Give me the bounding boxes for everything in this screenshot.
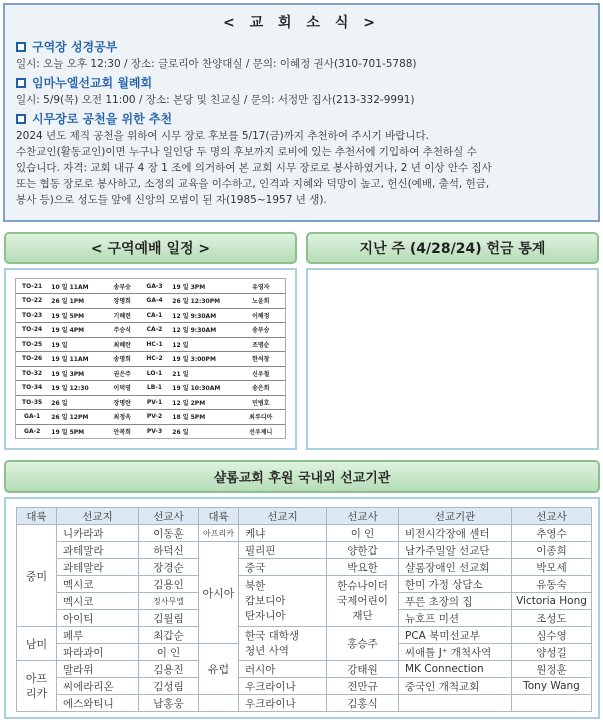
schedule-row — [16, 366, 285, 381]
schedule-panel — [4, 268, 297, 450]
meeting-time: 12 일 9:30AM — [169, 308, 236, 323]
col-header-continent: 대륙 — [17, 508, 57, 525]
announcement-item — [16, 39, 590, 72]
district-code: GA-2 — [24, 428, 41, 435]
mission-organization: 씨애틀 J⁺ 개척사역 — [399, 644, 512, 661]
host-name: 최루디아 — [237, 410, 285, 425]
host-name: 권은주 — [105, 366, 140, 381]
announcement-text: 일시: 오늘 오후 12:30 / 장소: 글로리아 찬양대실 / 문의: 이혜정 권사(310-701-5788) — [16, 58, 417, 70]
col-header-missionary: 선교사 — [139, 508, 199, 525]
mission-field: 에스와티니 — [57, 695, 139, 712]
district-code: CA-1 — [140, 308, 170, 323]
region-africa-2: 아프리카 — [17, 661, 57, 712]
table-row — [17, 661, 592, 678]
empty-cell — [199, 695, 239, 712]
table-row — [17, 695, 592, 712]
schedule-table — [16, 279, 285, 439]
missionary-name: 박모세 — [512, 559, 592, 576]
mission-field: 우크라이나 — [239, 678, 327, 695]
schedule-row — [16, 337, 285, 352]
announcement-heading: 구역장 성경공부 — [32, 40, 118, 54]
mission-organization: 비전시각장애 센터 — [399, 525, 512, 542]
schedule-row — [16, 424, 285, 439]
meeting-time: 26 일 1PM — [48, 294, 104, 309]
col-header-missionary: 선교사 — [512, 508, 592, 525]
host-name: 최정옥 — [105, 410, 140, 425]
host-name: 송부승 — [105, 279, 140, 294]
district-code: TO-22 — [16, 294, 48, 309]
meeting-time: 19 일 12:30 — [48, 381, 104, 396]
meeting-time: 26 일 — [48, 395, 104, 410]
meeting-time: 12 일 2PM — [169, 395, 236, 410]
col-header-field: 선교지 — [57, 508, 139, 525]
missionary-name: 김월림 — [139, 610, 199, 627]
missionary-name: 조성도 — [512, 610, 592, 627]
mission-organization: 샬롬장애인 선교회 — [399, 559, 512, 576]
district-code: GA-1 — [16, 410, 48, 425]
district-code: HC-2 — [140, 352, 170, 367]
district-code: TO-26 — [16, 352, 48, 367]
missionary-name: Victoria Hong — [512, 593, 592, 610]
missionary-name — [512, 695, 592, 712]
mission-field: 과테말라 — [57, 542, 139, 559]
mission-field: 페루 — [57, 627, 139, 644]
missions-panel — [4, 497, 600, 719]
host-name: 선우제니 — [249, 429, 273, 436]
schedule-row — [16, 294, 285, 309]
mission-field: 니카라과 — [57, 525, 139, 542]
mission-field: 멕시코 — [57, 593, 139, 610]
missionary-name: 장경순 — [139, 559, 199, 576]
mission-field: 러시아 — [239, 661, 327, 678]
host-name: 송부승 — [237, 323, 285, 338]
schedule-row — [16, 381, 285, 396]
host-name: 송은희 — [237, 381, 285, 396]
host-name: 조명순 — [237, 337, 285, 352]
district-code: LO-1 — [140, 366, 170, 381]
region-south-america: 남미 — [17, 627, 57, 661]
host-name: 신우철 — [237, 366, 285, 381]
schedule-row — [16, 410, 285, 425]
host-name: 이혜정 — [237, 308, 285, 323]
announcement-text: 있습니다. 자격: 교회 내규 4 장 1 조에 의거하여 본 교회 시무 장로로 봉사하였거나, 2 년 이상 안수 집사 — [16, 162, 492, 174]
mission-organization — [399, 695, 512, 712]
district-code: GA-3 — [140, 279, 170, 294]
announcement-heading: 임마누엘선교회 월례회 — [32, 76, 153, 90]
missionary-name: 이종희 — [512, 542, 592, 559]
table-row — [17, 525, 592, 542]
missions-table — [16, 507, 592, 712]
table-row — [17, 627, 592, 644]
missionary-name: 박요한 — [327, 559, 399, 576]
host-name: 안복희 — [113, 429, 131, 436]
host-name: 장명희 — [105, 294, 140, 309]
missionary-name: 최갑순 — [139, 627, 199, 644]
mission-field: 파라과이 — [57, 644, 139, 661]
missionary-name: 전만규 — [327, 678, 399, 695]
mission-field: 말라위 — [57, 661, 139, 678]
host-name: 장명란 — [105, 395, 140, 410]
meeting-time: 19 일 4PM — [48, 323, 104, 338]
host-name: 주승식 — [105, 323, 140, 338]
district-code: HC-1 — [140, 337, 170, 352]
mission-field: 과테말라 — [57, 559, 139, 576]
district-code: PV-2 — [140, 410, 170, 425]
missionary-name: 김용인 — [139, 576, 199, 593]
missionary-name: 양한갑 — [327, 542, 399, 559]
meeting-time: 26 일 — [172, 429, 189, 436]
missionary-name: 유동숙 — [512, 576, 592, 593]
table-row — [17, 576, 592, 593]
schedule-row — [16, 308, 285, 323]
host-name: 민병호 — [237, 395, 285, 410]
district-code: TO-25 — [16, 337, 48, 352]
announcement-item — [16, 111, 590, 208]
district-code: PV-1 — [140, 395, 170, 410]
table-row — [17, 542, 592, 559]
host-name: 최혜란 — [105, 337, 140, 352]
missionary-name: 심수영 — [512, 627, 592, 644]
district-code: TO-35 — [16, 395, 48, 410]
schedule-header: < 구역예배 일정 > — [4, 232, 297, 264]
missionary-name: 홍승주 — [327, 627, 399, 661]
mission-field: 중국 — [239, 559, 327, 576]
schedule-row — [16, 279, 285, 294]
schedule-row — [16, 395, 285, 410]
district-code: TO-34 — [16, 381, 48, 396]
meeting-time: 19 일 5PM — [48, 308, 104, 323]
missionary-name: 원정훈 — [512, 661, 592, 678]
mission-organization: MK Connection — [399, 661, 512, 678]
district-code: PV-3 — [146, 428, 163, 435]
region-central-america: 중미 — [17, 525, 57, 627]
meeting-time: 21 일 — [169, 366, 236, 381]
district-code: LB-1 — [140, 381, 170, 396]
checkbox-icon — [16, 114, 26, 124]
church-news-panel — [3, 3, 600, 222]
meeting-time: 12 일 — [169, 337, 236, 352]
col-header-continent: 대륙 — [199, 508, 239, 525]
schedule-row — [16, 323, 285, 338]
meeting-time: 19 일 — [48, 337, 104, 352]
mission-organization: 중국인 개척교회 — [399, 678, 512, 695]
missionary-name: 정사무엘 — [139, 593, 199, 610]
missionary-name: 추영수 — [512, 525, 592, 542]
church-news-title: < 교 회 소 식 > — [223, 15, 380, 31]
meeting-time: 19 일 3PM — [48, 366, 104, 381]
host-name: 유영자 — [237, 279, 285, 294]
district-code: TO-32 — [16, 366, 48, 381]
mission-organization: PCA 북미선교부 — [399, 627, 512, 644]
missions-header-row — [17, 508, 592, 525]
announcement-text: 또는 협동 장로로 봉사하고, 소정의 교육을 이수하고, 인격과 지혜와 덕망이 높고, 헌신(예배, 출석, 헌금, — [16, 178, 490, 190]
missionary-name: 김홍식 — [327, 695, 399, 712]
meeting-time: 18 일 5PM — [169, 410, 236, 425]
host-name: 이덕영 — [105, 381, 140, 396]
col-header-missionary: 선교사 — [327, 508, 399, 525]
mission-field-multi: 북한 캄보디아 탄자니아 — [239, 576, 327, 627]
announcement-text: 봉사 등)으로 성도들 앞에 신앙의 모범이 된 자(1985~1957 년 생). — [16, 194, 327, 206]
announcement-heading: 시무장로 공천을 위한 추천 — [32, 112, 173, 126]
mission-field: 아이티 — [57, 610, 139, 627]
announcement-text: 2024 년도 제직 공천을 위하여 시무 장로 후보를 5/17(금)까지 추천하여 주시기 바랍니다. — [16, 130, 429, 142]
meeting-time: 19 일 3:00PM — [169, 352, 236, 367]
table-row — [17, 678, 592, 695]
announcement-text: 일시: 5/9(목) 오전 11:00 / 장소: 본당 및 친교실 / 문의: 서정만 집사(213-332-9991) — [16, 94, 415, 106]
district-code: CA-2 — [140, 323, 170, 338]
meeting-time: 19 일 11AM — [48, 352, 104, 367]
district-code: TO-21 — [16, 279, 48, 294]
schedule-table-frame — [15, 278, 286, 439]
mission-organization: 뉴호프 미션 — [399, 610, 512, 627]
checkbox-icon — [16, 78, 26, 88]
missionary-name: 하덕신 — [139, 542, 199, 559]
announcement-item — [16, 75, 590, 108]
schedule-row — [16, 352, 285, 367]
host-name: 송명희 — [105, 352, 140, 367]
table-row — [17, 559, 592, 576]
mission-organization: 푸른 초장의 집 — [399, 593, 512, 610]
missionary-name-multi: 한슈나이더 국제어린이 재단 — [327, 576, 399, 627]
region-africa: 아프리카 — [199, 525, 239, 542]
checkbox-icon — [16, 42, 26, 52]
region-europe: 유럽 — [199, 644, 239, 695]
meeting-time: 19 일 10:30AM — [169, 381, 236, 396]
host-name: 한석창 — [237, 352, 285, 367]
missionary-name: 이동훈 — [139, 525, 199, 542]
missionary-name: 강태원 — [327, 661, 399, 678]
missionary-name: 남홍웅 — [139, 695, 199, 712]
meeting-time: 26 일 12:30PM — [169, 294, 236, 309]
offering-stats-header: 지난 주 (4/28/24) 헌금 통계 — [306, 232, 599, 264]
district-code: GA-4 — [140, 294, 170, 309]
meeting-time: 10 일 11AM — [48, 279, 104, 294]
mission-field: 필리핀 — [239, 542, 327, 559]
host-name: 기혜련 — [105, 308, 140, 323]
mission-field: 씨에라리온 — [57, 678, 139, 695]
meeting-time: 12 일 9:30AM — [169, 323, 236, 338]
host-name: 노윤희 — [237, 294, 285, 309]
mission-organization: 남가주밀알 선교단 — [399, 542, 512, 559]
missionary-name: Tony Wang — [512, 678, 592, 695]
mission-field: 멕시코 — [57, 576, 139, 593]
mission-organization: 한미 가정 상담소 — [399, 576, 512, 593]
col-header-field: 선교지 — [239, 508, 327, 525]
missionary-name: 김용진 — [139, 661, 199, 678]
col-header-organization: 선교기관 — [399, 508, 512, 525]
mission-field-multi: 한국 대학생 청년 사역 — [239, 627, 327, 661]
missionary-name: 양성길 — [512, 644, 592, 661]
meeting-time: 26 일 12PM — [48, 410, 104, 425]
mission-field: 케냐 — [239, 525, 327, 542]
offering-stats-panel — [306, 268, 599, 450]
meeting-time: 19 일 3PM — [169, 279, 236, 294]
announcement-text: 수찬교인(활동교인)이면 누구나 일인당 두 명의 후보까지 로비에 있는 추천서에 기입하여 추천하실 수 — [16, 146, 477, 158]
district-code: TO-23 — [16, 308, 48, 323]
schedule-table-body — [16, 279, 285, 439]
missionary-name: 김성림 — [139, 678, 199, 695]
district-code: TO-24 — [16, 323, 48, 338]
region-asia: 아시아 — [199, 542, 239, 644]
missions-header: 샬롬교회 후원 국내외 선교기관 — [4, 460, 600, 493]
missionary-name: 이 인 — [327, 525, 399, 542]
mission-field: 우크라이나 — [239, 695, 327, 712]
missionary-name: 이 인 — [139, 644, 199, 661]
meeting-time: 19 일 5PM — [51, 429, 85, 436]
